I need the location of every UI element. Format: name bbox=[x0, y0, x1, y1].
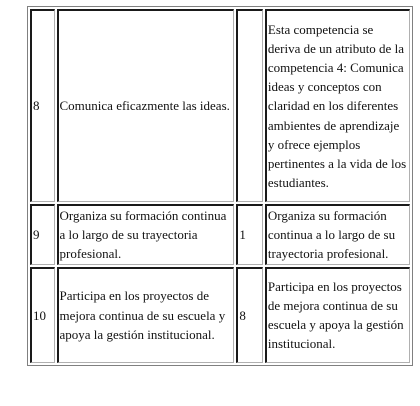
table-row bbox=[30, 204, 410, 265]
table-row bbox=[30, 267, 410, 363]
related-competency-description: Organiza su formación continua a lo largo de su trayectoria profesional. bbox=[265, 204, 410, 265]
related-competency-number: 1 bbox=[236, 204, 263, 265]
related-competency-description: Esta competencia se deriva de un atributo de la competencia 4: Comunica ideas y conceptos con claridad en los diferentes ambientes de aprendizaje y ofrece ejemplos pertinentes a la vida de los estudiantes. bbox=[265, 9, 410, 202]
competency-number: 10 bbox=[30, 267, 55, 363]
competency-number: 9 bbox=[30, 204, 55, 265]
table-row bbox=[30, 9, 410, 202]
related-competency-number bbox=[236, 9, 263, 202]
competency-number: 8 bbox=[30, 9, 55, 202]
competency-description: Participa en los proyectos de mejora continua de su escuela y apoya la gestión institucional. bbox=[57, 267, 235, 363]
related-competency-number: 8 bbox=[236, 267, 263, 363]
related-competency-description: Participa en los proyectos de mejora continua de su escuela y apoya la gestión institucional. bbox=[265, 267, 410, 363]
competency-description: Comunica eficazmente las ideas. bbox=[57, 9, 235, 202]
competency-description: Organiza su formación continua a lo largo de su trayectoria profesional. bbox=[57, 204, 235, 265]
competencies-table bbox=[27, 6, 413, 366]
